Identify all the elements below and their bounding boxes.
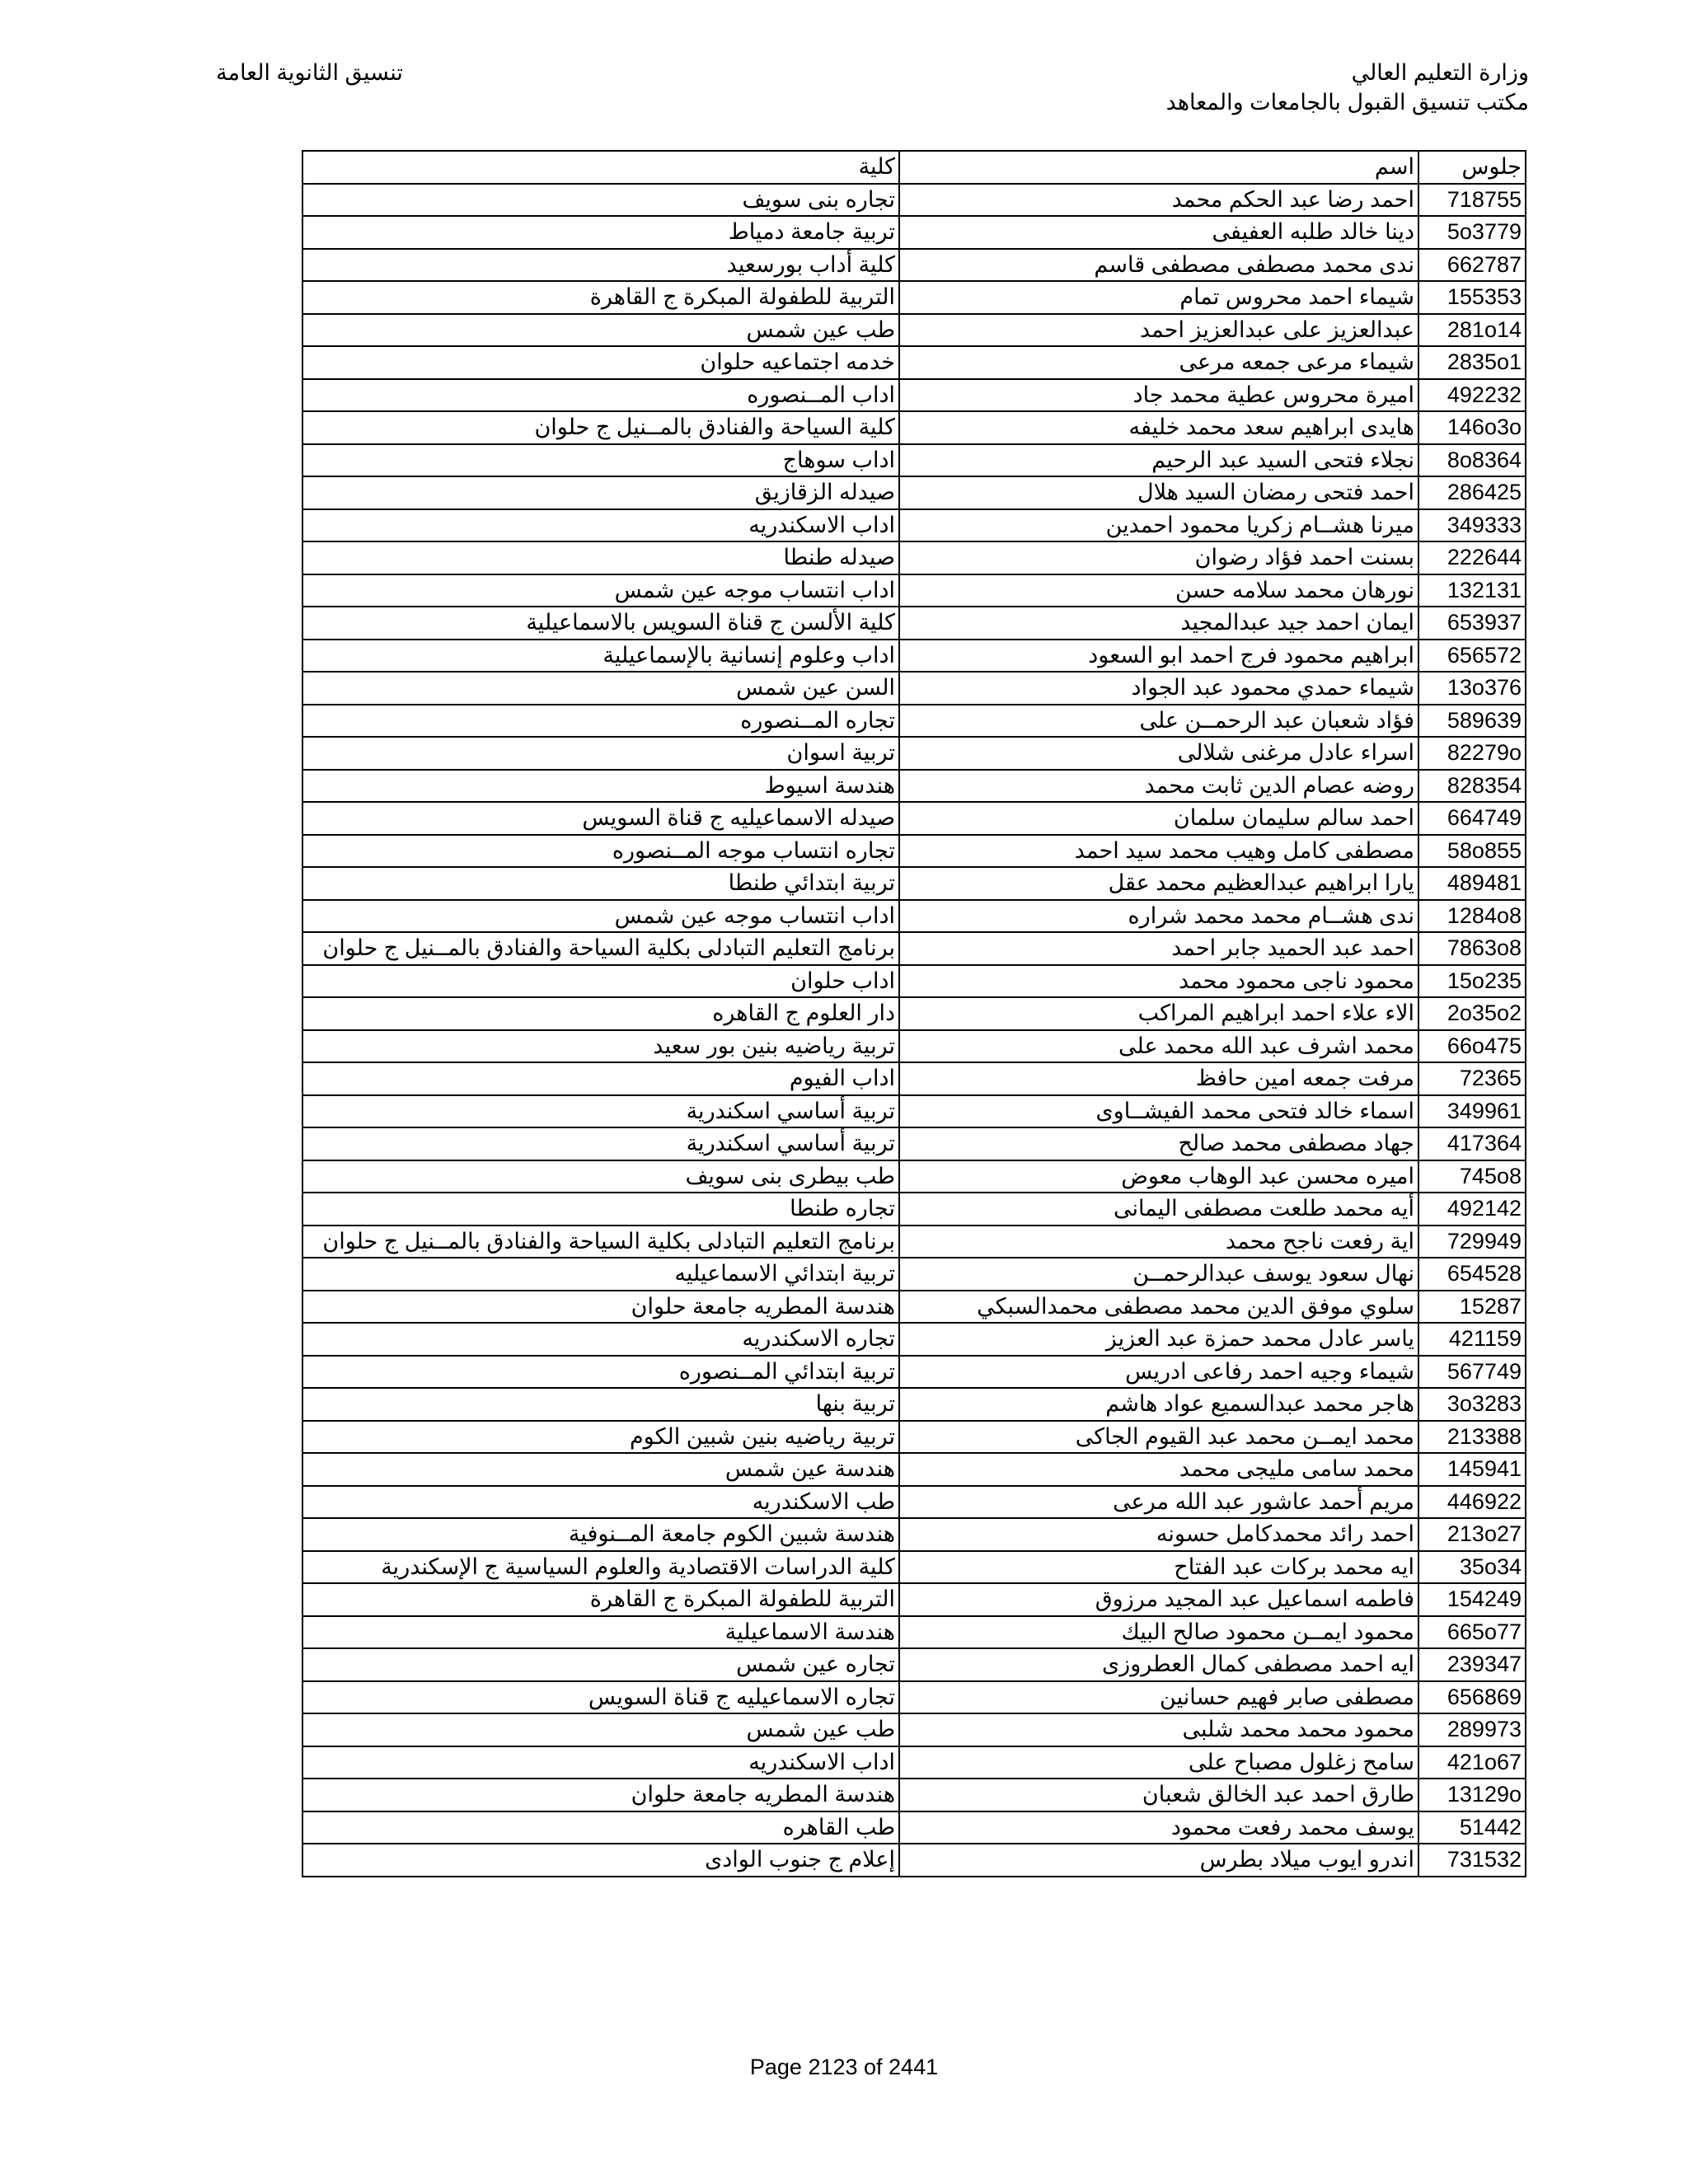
faculty-cell: هندسة الاسماعيلية bbox=[302, 1616, 899, 1649]
faculty-cell: صيدله طنطا bbox=[302, 541, 899, 574]
faculty-cell: تجاره عين شمس bbox=[302, 1648, 899, 1681]
student-name-cell: مصطفى كامل وهيب محمد سيد احمد bbox=[899, 835, 1418, 868]
student-name-cell: اميره محسن عبد الوهاب معوض bbox=[899, 1160, 1418, 1193]
seat-number-cell: 286425 bbox=[1418, 476, 1526, 509]
table-row bbox=[302, 770, 1526, 803]
faculty-cell: اداب وعلوم إنسانية بالإسماعيلية bbox=[302, 640, 899, 673]
table-row bbox=[302, 476, 1526, 509]
table-row bbox=[302, 1518, 1526, 1551]
seat-number-cell: 731532 bbox=[1418, 1844, 1526, 1877]
table-row bbox=[302, 1127, 1526, 1160]
seat-number-cell: 289973 bbox=[1418, 1713, 1526, 1746]
seat-number-cell: 154249 bbox=[1418, 1583, 1526, 1616]
seat-number-cell: 239347 bbox=[1418, 1648, 1526, 1681]
ministry-header bbox=[1166, 58, 1529, 117]
column-header-faculty: كلية bbox=[302, 151, 899, 184]
table-row bbox=[302, 1323, 1526, 1356]
table-row bbox=[302, 1291, 1526, 1324]
faculty-cell: اداب انتساب موجه عين شمس bbox=[302, 900, 899, 933]
seat-number-cell: 281o14 bbox=[1418, 314, 1526, 347]
seat-number-cell: 3o3283 bbox=[1418, 1388, 1526, 1421]
student-name-cell: مصطفى صابر فهيم حسانين bbox=[899, 1681, 1418, 1714]
faculty-cell: تربية ابتدائي الاسماعيليه bbox=[302, 1258, 899, 1291]
seat-number-cell: 421o67 bbox=[1418, 1746, 1526, 1779]
seat-number-cell: 417364 bbox=[1418, 1127, 1526, 1160]
table-body bbox=[302, 184, 1526, 1877]
table-row bbox=[302, 835, 1526, 868]
seat-number-cell: 145941 bbox=[1418, 1453, 1526, 1486]
table-row bbox=[302, 216, 1526, 249]
seat-number-cell: 35o34 bbox=[1418, 1551, 1526, 1584]
table-header-row bbox=[302, 151, 1526, 184]
seat-number-cell: 72365 bbox=[1418, 1062, 1526, 1095]
seat-number-cell: 13129o bbox=[1418, 1779, 1526, 1811]
table-row bbox=[302, 1095, 1526, 1128]
seat-number-cell: 2835o1 bbox=[1418, 346, 1526, 379]
student-name-cell: احمد فتحى رمضان السيد هلال bbox=[899, 476, 1418, 509]
seat-number-cell: 132131 bbox=[1418, 574, 1526, 607]
faculty-cell: اداب الفيوم bbox=[302, 1062, 899, 1095]
student-name-cell: نهال سعود يوسف عبدالرحمــن bbox=[899, 1258, 1418, 1291]
student-name-cell: محمد اشرف عبد الله محمد على bbox=[899, 1030, 1418, 1063]
student-name-cell: شيماء حمدي محمود عبد الجواد bbox=[899, 672, 1418, 705]
seat-number-cell: 349961 bbox=[1418, 1095, 1526, 1128]
table-row bbox=[302, 346, 1526, 379]
faculty-cell: صيدله الزقازيق bbox=[302, 476, 899, 509]
table-row bbox=[302, 932, 1526, 965]
table-row bbox=[302, 411, 1526, 444]
seat-number-cell: 718755 bbox=[1418, 184, 1526, 217]
student-name-cell: شيماء وجيه احمد رفاعى ادريس bbox=[899, 1356, 1418, 1389]
student-name-cell: ايمان احمد جيد عبدالمجيد bbox=[899, 607, 1418, 640]
student-name-cell: سامح زغلول مصباح على bbox=[899, 1746, 1418, 1779]
seat-number-cell: 15o235 bbox=[1418, 965, 1526, 998]
faculty-cell: اداب سوهاج bbox=[302, 444, 899, 477]
seat-number-cell: 222644 bbox=[1418, 541, 1526, 574]
student-name-cell: محمد سامى مليجى محمد bbox=[899, 1453, 1418, 1486]
faculty-cell: كلية أداب بورسعيد bbox=[302, 249, 899, 282]
seat-number-cell: 13o376 bbox=[1418, 672, 1526, 705]
student-name-cell: بسنت احمد فؤاد رضوان bbox=[899, 541, 1418, 574]
student-name-cell: اسراء عادل مرغنى شلالى bbox=[899, 737, 1418, 770]
student-name-cell: محمود محمد محمد شلبى bbox=[899, 1713, 1418, 1746]
seat-number-cell: 8o8364 bbox=[1418, 444, 1526, 477]
faculty-cell: خدمه اجتماعيه حلوان bbox=[302, 346, 899, 379]
student-name-cell: اندرو ايوب ميلاد بطرس bbox=[899, 1844, 1418, 1877]
student-name-cell: هاجر محمد عبدالسميع عواد هاشم bbox=[899, 1388, 1418, 1421]
faculty-cell: هندسة المطريه جامعة حلوان bbox=[302, 1291, 899, 1324]
faculty-cell: التربية للطفولة المبكرة ج القاهرة bbox=[302, 281, 899, 314]
faculty-cell: السن عين شمس bbox=[302, 672, 899, 705]
student-name-cell: الاء علاء احمد ابراهيم المراكب bbox=[899, 997, 1418, 1030]
faculty-cell: تربية ابتدائي طنطا bbox=[302, 867, 899, 900]
table-row bbox=[302, 1453, 1526, 1486]
table-row bbox=[302, 1226, 1526, 1258]
student-name-cell: ميرنا هشــام زكريا محمود احمدين bbox=[899, 509, 1418, 542]
table-row bbox=[302, 997, 1526, 1030]
seat-number-cell: 567749 bbox=[1418, 1356, 1526, 1389]
seat-number-cell: 1284o8 bbox=[1418, 900, 1526, 933]
student-name-cell: نجلاء فتحى السيد عبد الرحيم bbox=[899, 444, 1418, 477]
faculty-cell: اداب الاسكندريه bbox=[302, 509, 899, 542]
student-name-cell: روضه عصام الدين ثابت محمد bbox=[899, 770, 1418, 803]
table-row bbox=[302, 1486, 1526, 1519]
student-name-cell: أيه محمد طلعت مصطفى اليمانى bbox=[899, 1193, 1418, 1226]
student-name-cell: احمد رائد محمدكامل حسونه bbox=[899, 1518, 1418, 1551]
seat-number-cell: 492142 bbox=[1418, 1193, 1526, 1226]
seat-number-cell: 213388 bbox=[1418, 1421, 1526, 1454]
student-name-cell: فاطمه اسماعيل عبد المجيد مرزوق bbox=[899, 1583, 1418, 1616]
table-row bbox=[302, 737, 1526, 770]
faculty-cell: هندسة شبين الكوم جامعة المــنوفية bbox=[302, 1518, 899, 1551]
student-name-cell: ايه احمد مصطفى كمال العطروزى bbox=[899, 1648, 1418, 1681]
student-name-cell: ندى هشــام محمد محمد شراره bbox=[899, 900, 1418, 933]
column-header-name: اسم bbox=[899, 151, 1418, 184]
student-name-cell: ابراهيم محمود فرج احمد ابو السعود bbox=[899, 640, 1418, 673]
faculty-cell: طب بيطرى بنى سويف bbox=[302, 1160, 899, 1193]
seat-number-cell: 82279o bbox=[1418, 737, 1526, 770]
table-row bbox=[302, 1616, 1526, 1649]
faculty-cell: كلية السياحة والفنادق بالمــنيل ج حلوان bbox=[302, 411, 899, 444]
faculty-cell: تربية بنها bbox=[302, 1388, 899, 1421]
student-name-cell: عبدالعزيز على عبدالعزيز احمد bbox=[899, 314, 1418, 347]
student-name-cell: محمود ناجى محمود محمد bbox=[899, 965, 1418, 998]
student-name-cell: يارا ابراهيم عبدالعظيم محمد عقل bbox=[899, 867, 1418, 900]
faculty-cell: تجاره الاسكندريه bbox=[302, 1323, 899, 1356]
faculty-cell: طب القاهره bbox=[302, 1811, 899, 1844]
seat-number-cell: 146o3o bbox=[1418, 411, 1526, 444]
faculty-cell: كلية الدراسات الاقتصادية والعلوم السياسية ج الإسكندرية bbox=[302, 1551, 899, 1584]
table-row bbox=[302, 1779, 1526, 1811]
table-row bbox=[302, 1193, 1526, 1226]
seat-number-cell: 654528 bbox=[1418, 1258, 1526, 1291]
student-name-cell: ايه محمد بركات عبد الفتاح bbox=[899, 1551, 1418, 1584]
student-name-cell: جهاد مصطفى محمد صالح bbox=[899, 1127, 1418, 1160]
seat-number-cell: 656572 bbox=[1418, 640, 1526, 673]
faculty-cell: إعلام ج جنوب الوادى bbox=[302, 1844, 899, 1877]
student-name-cell: نورهان محمد سلامه حسن bbox=[899, 574, 1418, 607]
faculty-cell: برنامج التعليم التبادلى بكلية السياحة والفنادق بالمــنيل ج حلوان bbox=[302, 1226, 899, 1258]
student-name-cell: مرفت جمعه امين حافظ bbox=[899, 1062, 1418, 1095]
seat-number-cell: 589639 bbox=[1418, 705, 1526, 738]
student-name-cell: يوسف محمد رفعت محمود bbox=[899, 1811, 1418, 1844]
table-row bbox=[302, 1583, 1526, 1616]
office-name: مكتب تنسيق القبول بالجامعات والمعاهد bbox=[1165, 90, 1529, 115]
table-row bbox=[302, 379, 1526, 412]
faculty-cell: تجاره طنطا bbox=[302, 1193, 899, 1226]
table-row bbox=[302, 867, 1526, 900]
faculty-cell: تجاره انتساب موجه المــنصوره bbox=[302, 835, 899, 868]
table-row bbox=[302, 1258, 1526, 1291]
student-name-cell: محمد ايمــن محمد عبد القيوم الجاكى bbox=[899, 1421, 1418, 1454]
student-name-cell: ياسر عادل محمد حمزة عبد العزيز bbox=[899, 1323, 1418, 1356]
faculty-cell: تربية ابتدائي المــنصوره bbox=[302, 1356, 899, 1389]
seat-number-cell: 665o77 bbox=[1418, 1616, 1526, 1649]
faculty-cell: اداب الاسكندريه bbox=[302, 1746, 899, 1779]
seat-number-cell: 2o35o2 bbox=[1418, 997, 1526, 1030]
faculty-cell: دار العلوم ج القاهره bbox=[302, 997, 899, 1030]
faculty-cell: تجاره الاسماعيليه ج قناة السويس bbox=[302, 1681, 899, 1714]
student-name-cell: احمد رضا عبد الحكم محمد bbox=[899, 184, 1418, 217]
column-header-seat: جلوس bbox=[1418, 151, 1526, 184]
table-row bbox=[302, 1551, 1526, 1584]
table-row bbox=[302, 965, 1526, 998]
table-row bbox=[302, 509, 1526, 542]
document-title: تنسيق الثانوية العامة bbox=[216, 60, 403, 85]
faculty-cell: تربية رياضيه بنين بور سعيد bbox=[302, 1030, 899, 1063]
faculty-cell: صيدله الاسماعيليه ج قناة السويس bbox=[302, 802, 899, 835]
table-row bbox=[302, 607, 1526, 640]
seat-number-cell: 828354 bbox=[1418, 770, 1526, 803]
student-name-cell: فؤاد شعبان عبد الرحمــن على bbox=[899, 705, 1418, 738]
table-row bbox=[302, 1746, 1526, 1779]
seat-number-cell: 15287 bbox=[1418, 1291, 1526, 1324]
table-row bbox=[302, 1844, 1526, 1877]
seat-number-cell: 653937 bbox=[1418, 607, 1526, 640]
student-name-cell: احمد سالم سليمان سلمان bbox=[899, 802, 1418, 835]
seat-number-cell: 155353 bbox=[1418, 281, 1526, 314]
faculty-cell: برنامج التعليم التبادلى بكلية السياحة والفنادق بالمــنيل ج حلوان bbox=[302, 932, 899, 965]
table-row bbox=[302, 1030, 1526, 1063]
table-row bbox=[302, 1713, 1526, 1746]
student-name-cell: شيماء مرعى جمعه مرعى bbox=[899, 346, 1418, 379]
table-row bbox=[302, 1160, 1526, 1193]
table-row bbox=[302, 1811, 1526, 1844]
faculty-cell: هندسة اسيوط bbox=[302, 770, 899, 803]
seat-number-cell: 489481 bbox=[1418, 867, 1526, 900]
faculty-cell: هندسة عين شمس bbox=[302, 1453, 899, 1486]
faculty-cell: اداب انتساب موجه عين شمس bbox=[302, 574, 899, 607]
student-name-cell: شيماء احمد محروس تمام bbox=[899, 281, 1418, 314]
seat-number-cell: 349333 bbox=[1418, 509, 1526, 542]
seat-number-cell: 664749 bbox=[1418, 802, 1526, 835]
table-row bbox=[302, 444, 1526, 477]
faculty-cell: طب عين شمس bbox=[302, 314, 899, 347]
page-number: Page 2123 of 2441 bbox=[749, 2055, 939, 2079]
student-name-cell: سلوي موفق الدين محمد مصطفى محمدالسبكي bbox=[899, 1291, 1418, 1324]
seat-number-cell: 662787 bbox=[1418, 249, 1526, 282]
faculty-cell: تربية أساسي اسكندرية bbox=[302, 1127, 899, 1160]
seat-number-cell: 51442 bbox=[1418, 1811, 1526, 1844]
faculty-cell: كلية الألسن ج قناة السويس بالاسماعيلية bbox=[302, 607, 899, 640]
seat-number-cell: 421159 bbox=[1418, 1323, 1526, 1356]
table-row bbox=[302, 640, 1526, 673]
student-name-cell: احمد عبد الحميد جابر احمد bbox=[899, 932, 1418, 965]
faculty-cell: اداب حلوان bbox=[302, 965, 899, 998]
table-row bbox=[302, 1356, 1526, 1389]
student-name-cell: هايدى ابراهيم سعد محمد خليفه bbox=[899, 411, 1418, 444]
table-row bbox=[302, 1421, 1526, 1454]
faculty-cell: تربية اسوان bbox=[302, 737, 899, 770]
seat-number-cell: 213o27 bbox=[1418, 1518, 1526, 1551]
seat-number-cell: 58o855 bbox=[1418, 835, 1526, 868]
table-row bbox=[302, 574, 1526, 607]
table-row bbox=[302, 281, 1526, 314]
seat-number-cell: 656869 bbox=[1418, 1681, 1526, 1714]
table-row bbox=[302, 184, 1526, 217]
faculty-cell: طب عين شمس bbox=[302, 1713, 899, 1746]
seat-number-cell: 66o475 bbox=[1418, 1030, 1526, 1063]
table-row bbox=[302, 1062, 1526, 1095]
student-name-cell: مريم أحمد عاشور عبد الله مرعى bbox=[899, 1486, 1418, 1519]
table-row bbox=[302, 1681, 1526, 1714]
student-name-cell: محمود ايمــن محمود صالح البيك bbox=[899, 1616, 1418, 1649]
table-row bbox=[302, 900, 1526, 933]
table-row bbox=[302, 249, 1526, 282]
table-row bbox=[302, 672, 1526, 705]
table-row bbox=[302, 541, 1526, 574]
seat-number-cell: 745o8 bbox=[1418, 1160, 1526, 1193]
table-row bbox=[302, 705, 1526, 738]
seat-number-cell: 729949 bbox=[1418, 1226, 1526, 1258]
seat-number-cell: 492232 bbox=[1418, 379, 1526, 412]
table-row bbox=[302, 1388, 1526, 1421]
student-name-cell: طارق احمد عبد الخالق شعبان bbox=[899, 1779, 1418, 1811]
faculty-cell: تربية رياضيه بنين شبين الكوم bbox=[302, 1421, 899, 1454]
student-name-cell: اميرة محروس عطية محمد جاد bbox=[899, 379, 1418, 412]
faculty-cell: طب الاسكندريه bbox=[302, 1486, 899, 1519]
seat-number-cell: 7863o8 bbox=[1418, 932, 1526, 965]
faculty-cell: اداب المــنصوره bbox=[302, 379, 899, 412]
student-name-cell: ندى محمد مصطفى مصطفى قاسم bbox=[899, 249, 1418, 282]
ministry-name: وزارة التعليم العالي bbox=[1351, 60, 1529, 85]
seat-number-cell: 446922 bbox=[1418, 1486, 1526, 1519]
faculty-cell: تربية جامعة دمياط bbox=[302, 216, 899, 249]
student-name-cell: اية رفعت ناجح محمد bbox=[899, 1226, 1418, 1258]
faculty-cell: التربية للطفولة المبكرة ج القاهرة bbox=[302, 1583, 899, 1616]
faculty-cell: تجاره بنى سويف bbox=[302, 184, 899, 217]
seat-number-cell: 5o3779 bbox=[1418, 216, 1526, 249]
faculty-cell: هندسة المطريه جامعة حلوان bbox=[302, 1779, 899, 1811]
faculty-cell: تربية أساسي اسكندرية bbox=[302, 1095, 899, 1128]
faculty-cell: تجاره المــنصوره bbox=[302, 705, 899, 738]
table-row bbox=[302, 314, 1526, 347]
student-name-cell: دينا خالد طلبه العفيفى bbox=[899, 216, 1418, 249]
student-name-cell: اسماء خالد فتحى محمد الفيشــاوى bbox=[899, 1095, 1418, 1128]
table-row bbox=[302, 1648, 1526, 1681]
admissions-table bbox=[302, 150, 1526, 1877]
table-row bbox=[302, 802, 1526, 835]
